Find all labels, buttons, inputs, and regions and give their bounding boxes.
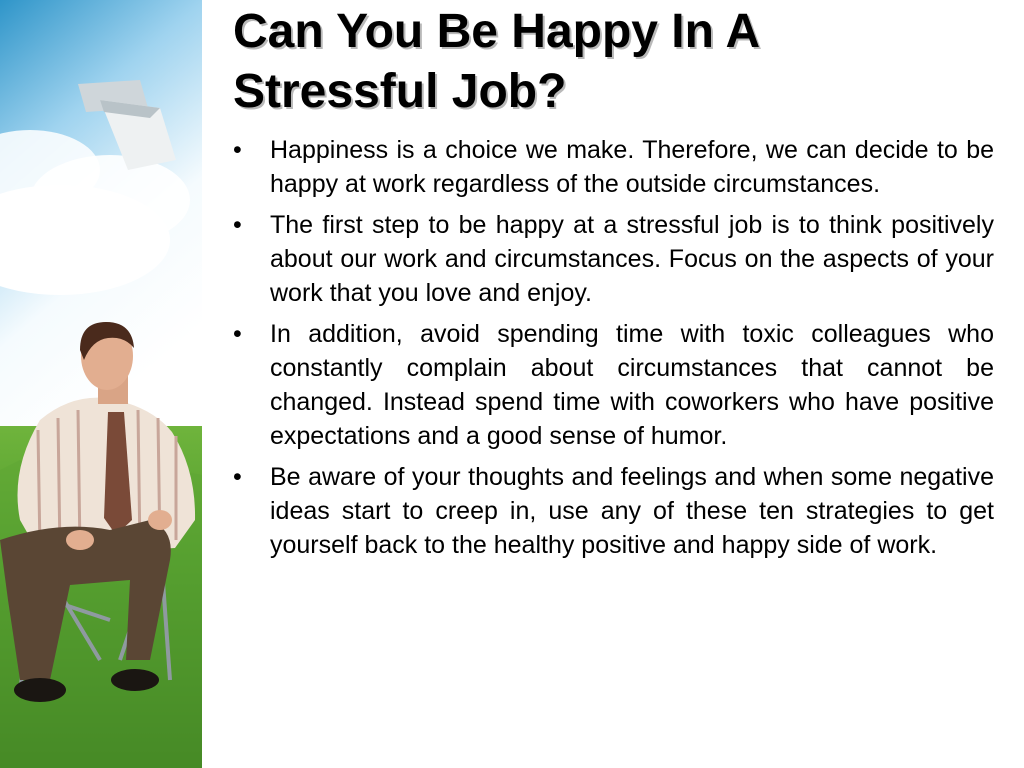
bullet-dot-icon: •: [233, 136, 242, 164]
slide-title-line-2: Stressful Job?: [233, 65, 567, 118]
bullet-item: [233, 208, 994, 310]
bullet-text: Happiness is a choice we make. Therefore, we can decide to be happy at work regardless of the outside circumstances.: [270, 136, 994, 198]
slide-title: [233, 2, 993, 122]
bullet-dot-icon: •: [233, 211, 242, 239]
bullet-dot-icon: •: [233, 463, 242, 491]
side-illustration: [0, 0, 202, 768]
bullet-item: [233, 133, 994, 201]
bullet-text: The first step to be happy at a stressful job is to think positively about our work and circumstances. Focus on the aspects of your work that you love and enjoy.: [270, 211, 994, 307]
bullet-dot-icon: •: [233, 320, 242, 348]
bullet-list: [233, 133, 994, 569]
bullet-text: Be aware of your thoughts and feelings and when some negative ideas start to creep in, use any of these ten strategies to get yourself back to the healthy positive and happy side of work.: [270, 463, 994, 559]
bullet-text: In addition, avoid spending time with toxic colleagues who constantly complain about circumstances that cannot be changed. Instead spend time with coworkers who have positive expectations and a good sense of humor.: [270, 320, 994, 450]
bullet-item: [233, 317, 994, 453]
slide-title-line-1: Can You Be Happy In A: [233, 5, 761, 58]
bullet-item: [233, 460, 994, 562]
